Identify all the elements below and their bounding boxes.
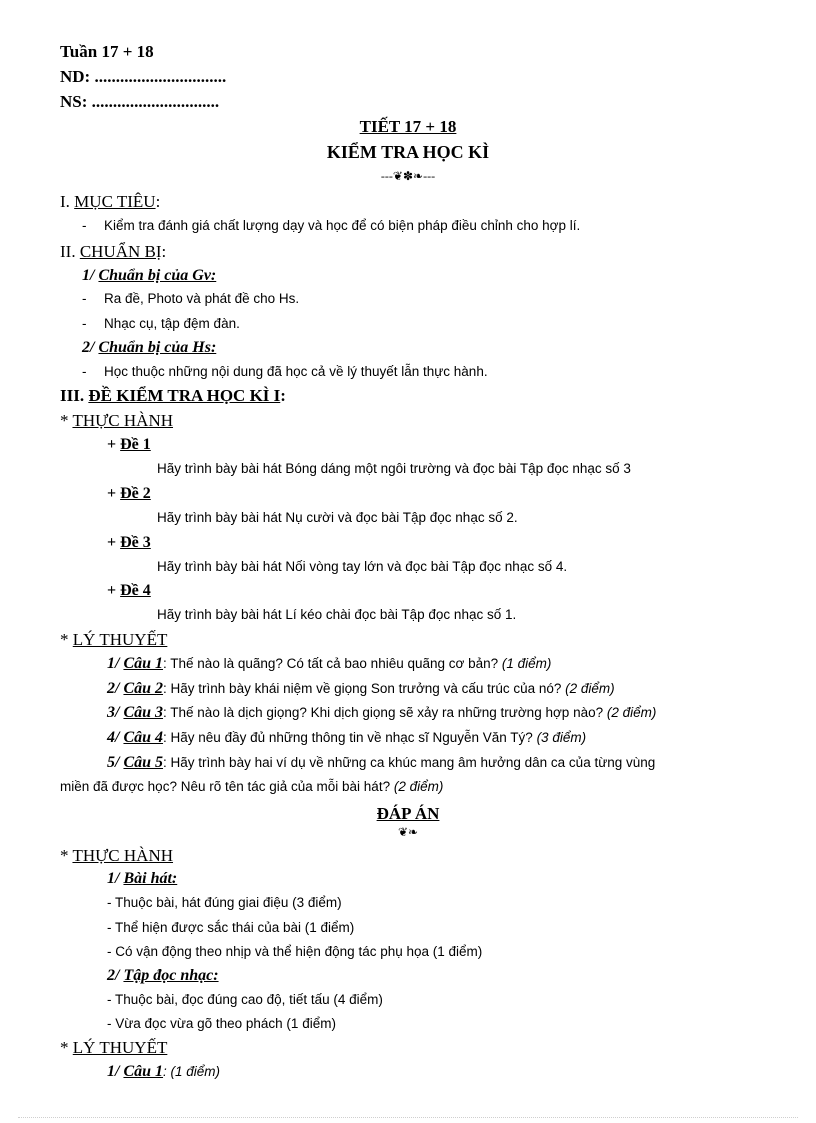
sight-item: - Vừa đọc vừa gõ theo phách (1 điểm) [107, 1016, 336, 1031]
sight-reading-subheading: 2/ Tập đọc nhạc: [107, 967, 219, 984]
sight-item: - Thuộc bài, đọc đúng cao độ, tiết tấu (4 điểm) [107, 992, 383, 1007]
answers-practice-heading: * THỰC HÀNH [60, 846, 174, 865]
exam-4-text: Hãy trình bày bài hát Lí kéo chài đọc bài Tập đọc nhạc số 1. [157, 607, 517, 622]
exam-2-label: + Đề 2 [107, 485, 151, 502]
song-item: - Thuộc bài, hát đúng giai điệu (3 điểm) [107, 895, 342, 910]
exam-3-text: Hãy trình bày bài hát Nối vòng tay lớn và đọc bài Tập đọc nhạc số 4. [157, 559, 568, 574]
lesson-title: TIẾT 17 + 18 [359, 117, 457, 136]
page-bottom-divider [18, 1117, 798, 1118]
answers-theory-heading: * LÝ THUYẾT [60, 1038, 168, 1057]
answers-ornament: ❦❧ [397, 825, 419, 839]
exam-2-text: Hãy trình bày bài hát Nụ cười và đọc bài Tập đọc nhạc số 2. [157, 510, 518, 525]
title-ornament: ---❦✽❧--- [380, 169, 436, 183]
song-item: - Thể hiện được sắc thái của bài (1 điểm) [107, 920, 355, 935]
question-2: 2/ Câu 2: Hãy trình bày khái niệm về giọng Son trưởng và cấu trúc của nó? (2 điểm) [107, 680, 615, 697]
answer-question-1: 1/ Câu 1: (1 điểm) [107, 1063, 221, 1080]
exam-3-label: + Đề 3 [107, 534, 151, 551]
question-3: 3/ Câu 3: Thế nào là dịch giọng? Khi dịch giọng sẽ xảy ra những trường hợp nào? (2 điểm) [107, 704, 657, 721]
week-label: Tuần 17 + 18 [60, 42, 154, 61]
exam-1-text: Hãy trình bày bài hát Bóng dáng một ngôi trường và đọc bài Tập đọc nhạc số 3 [157, 461, 631, 476]
question-4: 4/ Câu 4: Hãy nêu đầy đủ những thông tin về nhạc sĩ Nguyễn Văn Tý? (3 điểm) [107, 729, 587, 746]
question-1: 1/ Câu 1: Thế nào là quãng? Có tất cả bao nhiêu quãng cơ bản? (1 điểm) [107, 655, 552, 672]
exam-1-label: + Đề 1 [107, 436, 151, 453]
section-2-heading: II. CHUẨN BỊ: [60, 242, 167, 261]
section-3-heading: III. ĐỀ KIỂM TRA HỌC KÌ I: [60, 386, 286, 405]
song-subheading: 1/ Bài hát: [107, 870, 178, 887]
answers-title: ĐÁP ÁN [376, 804, 440, 823]
page-title: KIỂM TRA HỌC KÌ [326, 142, 490, 162]
theory-heading: * LÝ THUYẾT [60, 630, 168, 649]
hs-subheading: 2/ Chuẩn bị của Hs: [82, 339, 217, 356]
gv-item: - Ra đề, Photo và phát đề cho Hs. [82, 291, 300, 306]
gv-item: - Nhạc cụ, tập đệm đàn. [82, 316, 240, 331]
section-1-item: - Kiểm tra đánh giá chất lượng dạy và học để có biện pháp điều chỉnh cho hợp lí. [82, 218, 581, 233]
nd-label: ND: ............................... [60, 67, 227, 86]
question-5-cont: miền đã được học? Nêu rõ tên tác giả của mỗi bài hát? (2 điểm) [60, 779, 444, 794]
question-5: 5/ Câu 5: Hãy trình bày hai ví dụ về những ca khúc mang âm hưởng dân ca của từng vùng [107, 754, 656, 771]
section-1-heading: I. MỤC TIÊU: [60, 192, 161, 211]
practice-heading: * THỰC HÀNH [60, 411, 174, 430]
exam-4-label: + Đề 4 [107, 582, 151, 599]
hs-item: - Học thuộc những nội dung đã học cả về lý thuyết lẫn thực hành. [82, 364, 488, 379]
gv-subheading: 1/ Chuẩn bị của Gv: [82, 267, 217, 284]
song-item: - Có vận động theo nhịp và thể hiện động tác phụ họa (1 điểm) [107, 944, 483, 959]
ns-label: NS: .............................. [60, 92, 220, 111]
